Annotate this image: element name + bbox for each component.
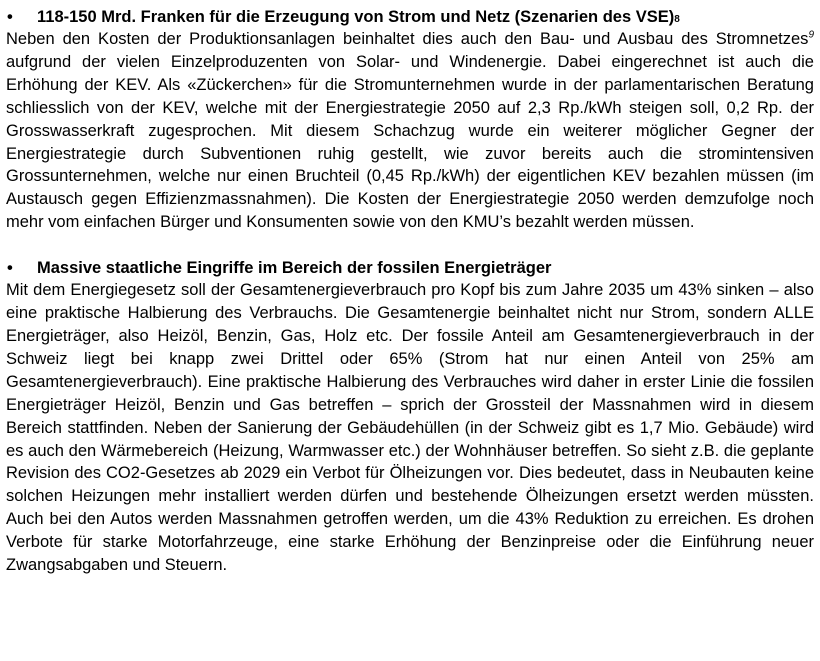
- section-electricity-costs: [6, 6, 814, 234]
- section-paragraph: Mit dem Energiegesetz soll der Gesamtenergieverbrauch pro Kopf bis zum Jahre 2035 um 43% sinken – also eine praktische Halbierung des Verbrauchs. Die Gesamtenergie beinhaltet nicht nur Strom, sondern ALLE Energieträger, also Heizöl, Benzin, Gas, Holz etc. Der fossile Anteil am Gesamtenergieverbrauch in der Schweiz liegt bei knapp zwei Drittel oder 65% (Strom hat nur einen Anteil von 25% am Gesamtenergieverbrauch). Eine praktische Halbierung des Verbrauches wird daher in erster Linie die fossilen Energieträger Heizöl, Benzin und Gas betreffen – sprich der Grossteil der Massnahmen wird in diesem Bereich stattfinden. Neben der Sanierung der Gebäudehüllen (in der Schweiz gibt es 1,7 Mio. Gebäude) wird es auch den Wärmebereich (Heizung, Warmwasser etc.) der Wohnhäuser betreffen. So sieht z.B. die geplante Revision des CO2-Gesetzes ab 2029 ein Verbot für Ölheizungen vor. Dies bedeutet, dass in Neubauten keine solchen Heizungen mehr installiert werden dürfen und bestehende Ölheizungen ersetzt werden müssten. Auch bei den Autos werden Massnahmen getroffen werden, um die 43% Reduktion zu erreichen. Es drohen Verbote für starke Motorfahrzeuge, eine starke Erhöhung der Benzinpreise oder die Einführung neuer Zwangsabgaben und Steuern.: [6, 281, 814, 575]
- paragraph-text-start: Neben den Kosten der Produktionsanlagen beinhaltet dies auch den Bau- und Ausbau des Stromnetzes: [6, 30, 809, 48]
- section-spacer: [6, 234, 814, 257]
- paragraph-text-end: aufgrund der vielen Einzelproduzenten von Solar- und Windenergie. Dabei eingerechnet ist auch die Erhöhung der KEV. Als «Zückerchen» für die Stromunternehmen wurde in der parlamentarischen Beratung schliesslich von der KEV, welche mit der Energiestrategie 2050 auf 2,3 Rp./kWh steigen soll, 0,2 Rp. der Grosswasserkraft zugesprochen. Mit diesem Schachzug wurde ein weiterer möglicher Gegner der Energiestrategie durch Subventionen ruhig gestellt, wie zuvor bereits auch die stromintensiven Grossunternehmen, welche nur einen Bruchteil (0,45 Rp./kWh) der eigentlichen KEV bezahlen müssen (im Austausch gegen Effizienzmassnahmen). Die Kosten der Energiestrategie 2050 werden demzufolge noch mehr vom einfachen Bürger und Konsumenten sowie von den KMU’s bezahlt werden müssen.: [6, 52, 814, 232]
- section-fossil-energy: [6, 257, 814, 577]
- bullet-icon: •: [7, 259, 13, 278]
- bullet-icon: •: [7, 8, 13, 26]
- section-heading: [6, 257, 814, 279]
- heading-text: Massive staatliche Eingriffe im Bereich der fossilen Energieträger: [37, 259, 552, 278]
- heading-text: 118-150 Mrd. Franken für die Erzeugung von Strom und Netz (Szenarien des VSE): [37, 8, 675, 26]
- section-heading: • 118-150 Mrd. Franken für die Erzeugung von Strom und Netz (Szenarien des VSE) 8: [7, 8, 680, 26]
- section-paragraph: [6, 28, 814, 234]
- footnote-marker: 9: [808, 29, 814, 41]
